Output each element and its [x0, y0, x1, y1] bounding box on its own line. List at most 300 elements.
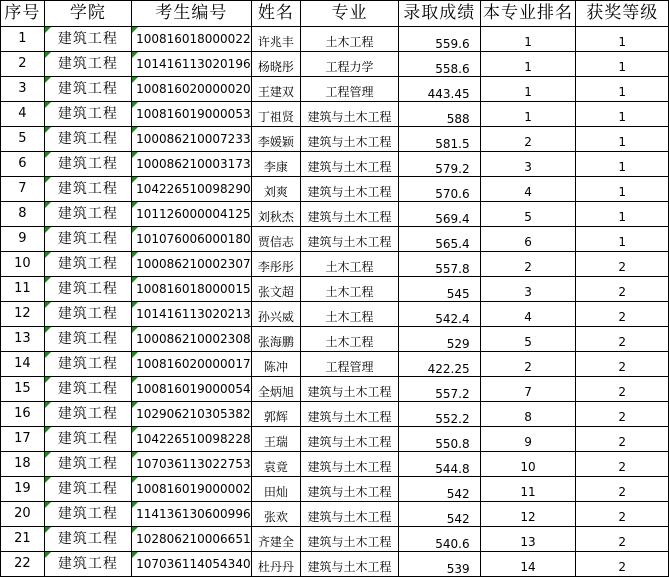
cell-candidate-id-value: 101076006000180 [136, 232, 251, 246]
cell-name[interactable] [251, 277, 301, 302]
cell-college-value: 建筑工程 [57, 156, 118, 172]
cell-name[interactable] [251, 452, 301, 477]
cell-major[interactable] [301, 77, 399, 102]
cell-name-value: 刘爽 [263, 185, 288, 199]
cell-seq-value: 19 [14, 481, 31, 496]
cell-major[interactable] [301, 227, 399, 252]
cell-college[interactable] [44, 327, 131, 352]
cell-score[interactable] [398, 127, 480, 152]
cell-college[interactable] [44, 177, 131, 202]
cell-rank[interactable] [480, 202, 576, 227]
cell-seq-value: 7 [18, 181, 27, 196]
cell-score-value: 542 [446, 487, 470, 501]
cell-score-value: 542.4 [435, 312, 470, 326]
cell-seq-value: 10 [14, 256, 31, 271]
cell-candidate-id[interactable] [132, 352, 252, 377]
cell-seq[interactable] [1, 102, 45, 127]
cell-rank[interactable] [480, 102, 576, 127]
cell-candidate-id-value: 101416113020196 [136, 57, 251, 71]
cell-major[interactable] [301, 52, 399, 77]
cell-college-value: 建筑工程 [57, 106, 118, 122]
cell-name[interactable] [251, 252, 301, 277]
cell-rank-value: 11 [520, 485, 536, 499]
table-row [1, 527, 669, 552]
cell-rank[interactable] [480, 127, 576, 152]
cell-seq[interactable] [1, 52, 45, 77]
cell-name[interactable] [251, 202, 301, 227]
cell-score[interactable] [398, 502, 480, 527]
header-name[interactable]: 姓名 [251, 1, 301, 27]
cell-award-level[interactable] [576, 252, 669, 277]
cell-candidate-id[interactable] [132, 327, 252, 352]
cell-college-value: 建筑工程 [57, 281, 118, 297]
table-row [1, 452, 669, 477]
cell-major-value: 建筑与土木工程 [307, 560, 392, 574]
cell-college[interactable] [44, 27, 131, 52]
cell-major[interactable] [301, 152, 399, 177]
cell-seq-value: 4 [18, 106, 27, 121]
cell-score[interactable] [398, 52, 480, 77]
cell-award-level[interactable] [576, 102, 669, 127]
cell-college[interactable] [44, 202, 131, 227]
cell-rank[interactable] [480, 177, 576, 202]
cell-seq-value: 13 [14, 331, 31, 346]
cell-candidate-id[interactable] [132, 277, 252, 302]
header-seq[interactable]: 序号 [1, 1, 45, 27]
cell-college[interactable] [44, 302, 131, 327]
cell-major[interactable] [301, 302, 399, 327]
cell-candidate-id[interactable] [132, 302, 252, 327]
cell-score-value: 550.8 [435, 437, 470, 451]
cell-candidate-id-value: 100086210003173 [136, 157, 251, 171]
cell-candidate-id[interactable] [132, 52, 252, 77]
cell-candidate-id[interactable] [132, 77, 252, 102]
cell-major[interactable] [301, 552, 399, 577]
table-row [1, 177, 669, 202]
cell-award-level-value: 2 [618, 435, 627, 449]
table-row [1, 127, 669, 152]
cell-score[interactable] [398, 352, 480, 377]
cell-college[interactable] [44, 52, 131, 77]
cell-seq[interactable] [1, 127, 45, 152]
cell-major[interactable] [301, 27, 399, 52]
cell-score-value: 569.4 [435, 212, 470, 226]
cell-college[interactable] [44, 252, 131, 277]
cell-name[interactable] [251, 327, 301, 352]
cell-seq-value: 18 [14, 456, 31, 471]
cell-seq-value: 16 [14, 406, 31, 421]
cell-candidate-id-value: 104226510098228 [136, 432, 251, 446]
cell-candidate-id[interactable] [132, 377, 252, 402]
cell-name[interactable] [251, 427, 301, 452]
header-college[interactable]: 学院 [44, 1, 131, 27]
cell-candidate-id-value: 100816019000054 [136, 382, 251, 396]
cell-candidate-id[interactable] [132, 502, 252, 527]
cell-candidate-id[interactable] [132, 552, 252, 577]
cell-college-value: 建筑工程 [57, 81, 118, 97]
cell-major[interactable] [301, 477, 399, 502]
cell-name-value: 李康 [263, 160, 288, 174]
cell-award-level[interactable] [576, 352, 669, 377]
cell-major[interactable] [301, 277, 399, 302]
cell-seq-value: 12 [14, 306, 31, 321]
cell-score[interactable] [398, 527, 480, 552]
cell-score-value: 422.25 [427, 362, 470, 376]
cell-college[interactable] [44, 527, 131, 552]
cell-rank-value: 12 [520, 510, 536, 524]
cell-award-level-value: 1 [618, 235, 627, 249]
cell-name[interactable] [251, 77, 301, 102]
table-row [1, 277, 669, 302]
cell-rank-value: 2 [524, 135, 532, 149]
cell-major-value: 建筑与土木工程 [307, 485, 392, 499]
cell-major[interactable] [301, 127, 399, 152]
cell-rank[interactable] [480, 277, 576, 302]
header-row [1, 1, 669, 27]
cell-name[interactable] [251, 502, 301, 527]
cell-candidate-id[interactable] [132, 152, 252, 177]
cell-score[interactable] [398, 552, 480, 577]
cell-rank[interactable] [480, 27, 576, 52]
cell-major[interactable] [301, 352, 399, 377]
cell-rank[interactable] [480, 452, 576, 477]
cell-candidate-id[interactable] [132, 427, 252, 452]
cell-rank-value: 9 [524, 435, 532, 449]
cell-college[interactable] [44, 102, 131, 127]
cell-name[interactable] [251, 102, 301, 127]
cell-major[interactable] [301, 102, 399, 127]
table-row [1, 352, 669, 377]
cell-award-level[interactable] [576, 427, 669, 452]
cell-award-level[interactable] [576, 27, 669, 52]
cell-seq[interactable] [1, 77, 45, 102]
cell-college[interactable] [44, 152, 131, 177]
cell-score[interactable] [398, 477, 480, 502]
cell-college-value: 建筑工程 [57, 406, 118, 422]
header-award-level[interactable]: 获奖等级 [576, 1, 669, 27]
cell-score[interactable] [398, 177, 480, 202]
cell-candidate-id-value: 114136130600996 [136, 507, 251, 521]
cell-college-value: 建筑工程 [57, 31, 118, 47]
cell-rank-value: 1 [524, 110, 532, 124]
cell-name-value: 孙兴威 [257, 310, 294, 324]
cell-candidate-id[interactable] [132, 102, 252, 127]
cell-name-value: 王瑞 [263, 435, 288, 449]
table-row [1, 552, 669, 577]
cell-major[interactable] [301, 327, 399, 352]
cell-rank-value: 2 [524, 360, 532, 374]
cell-award-level-value: 1 [618, 35, 627, 49]
cell-rank[interactable] [480, 502, 576, 527]
cell-rank[interactable] [480, 152, 576, 177]
cell-award-level[interactable] [576, 127, 669, 152]
cell-score[interactable] [398, 277, 480, 302]
cell-score-value: 557.8 [435, 262, 470, 276]
cell-college-value: 建筑工程 [57, 556, 118, 572]
cell-score[interactable] [398, 427, 480, 452]
cell-rank[interactable] [480, 352, 576, 377]
cell-score-value: 529 [446, 337, 470, 351]
cell-name-value: 陈冲 [263, 360, 288, 374]
cell-seq[interactable] [1, 502, 45, 527]
cell-major-value: 建筑与土木工程 [307, 385, 392, 399]
cell-candidate-id[interactable] [132, 452, 252, 477]
cell-major[interactable] [301, 402, 399, 427]
cell-score[interactable] [398, 302, 480, 327]
cell-name[interactable] [251, 52, 301, 77]
table-row [1, 152, 669, 177]
cell-score-value: 443.45 [427, 87, 470, 101]
cell-rank[interactable] [480, 77, 576, 102]
cell-major-value: 土木工程 [325, 35, 374, 49]
cell-award-level-value: 1 [618, 185, 627, 199]
cell-name-value: 张海鹏 [257, 335, 294, 349]
cell-candidate-id[interactable] [132, 27, 252, 52]
cell-score[interactable] [398, 327, 480, 352]
cell-award-level[interactable] [576, 77, 669, 102]
cell-name[interactable] [251, 302, 301, 327]
cell-candidate-id-value: 100816018000022 [136, 32, 251, 46]
cell-rank[interactable] [480, 302, 576, 327]
cell-seq[interactable] [1, 377, 45, 402]
cell-college-value: 建筑工程 [57, 431, 118, 447]
cell-seq-value: 5 [18, 131, 27, 146]
cell-major-value: 土木工程 [325, 285, 374, 299]
cell-rank-value: 6 [524, 235, 532, 249]
cell-seq[interactable] [1, 427, 45, 452]
cell-score[interactable] [398, 27, 480, 52]
cell-award-level[interactable] [576, 477, 669, 502]
cell-name-value: 全炳旭 [257, 385, 294, 399]
cell-award-level[interactable] [576, 227, 669, 252]
cell-name[interactable] [251, 477, 301, 502]
cell-seq-value: 15 [14, 381, 31, 396]
cell-name-value: 张欢 [263, 510, 288, 524]
cell-award-level-value: 2 [618, 410, 627, 424]
cell-college-value: 建筑工程 [57, 506, 118, 522]
cell-major-value: 建筑与土木工程 [307, 210, 392, 224]
cell-seq-value: 1 [18, 31, 27, 46]
cell-seq[interactable] [1, 177, 45, 202]
cell-major[interactable] [301, 202, 399, 227]
cell-award-level-value: 2 [618, 335, 627, 349]
cell-major-value: 建筑与土木工程 [307, 460, 392, 474]
cell-college[interactable] [44, 452, 131, 477]
header-score[interactable]: 录取成绩 [398, 1, 480, 27]
cell-candidate-id[interactable] [132, 202, 252, 227]
cell-college[interactable] [44, 277, 131, 302]
cell-award-level-value: 1 [618, 60, 627, 74]
cell-candidate-id[interactable] [132, 252, 252, 277]
cell-college-value: 建筑工程 [57, 256, 118, 272]
table-row [1, 102, 669, 127]
cell-seq-value: 17 [14, 431, 31, 446]
cell-college[interactable] [44, 352, 131, 377]
cell-name[interactable] [251, 27, 301, 52]
cell-seq[interactable] [1, 302, 45, 327]
header-candidate-id[interactable]: 考生编号 [132, 1, 252, 27]
cell-award-level[interactable] [576, 52, 669, 77]
cell-rank[interactable] [480, 327, 576, 352]
cell-name[interactable] [251, 227, 301, 252]
cell-seq-value: 22 [14, 556, 31, 571]
cell-seq[interactable] [1, 27, 45, 52]
cell-seq-value: 8 [18, 206, 27, 221]
cell-rank[interactable] [480, 227, 576, 252]
cell-rank[interactable] [480, 552, 576, 577]
cell-award-level[interactable] [576, 452, 669, 477]
cell-candidate-id[interactable] [132, 477, 252, 502]
cell-score-value: 570.6 [435, 187, 470, 201]
cell-college[interactable] [44, 127, 131, 152]
cell-college[interactable] [44, 427, 131, 452]
cell-college[interactable] [44, 502, 131, 527]
cell-rank[interactable] [480, 527, 576, 552]
cell-seq[interactable] [1, 402, 45, 427]
cell-name[interactable] [251, 152, 301, 177]
cell-major-value: 土木工程 [325, 260, 374, 274]
cell-award-level[interactable] [576, 302, 669, 327]
cell-candidate-id-value: 100816020000017 [136, 357, 251, 371]
cell-candidate-id[interactable] [132, 402, 252, 427]
cell-score[interactable] [398, 77, 480, 102]
cell-seq-value: 20 [14, 506, 31, 521]
cell-college[interactable] [44, 477, 131, 502]
cell-award-level[interactable] [576, 402, 669, 427]
cell-college-value: 建筑工程 [57, 181, 118, 197]
cell-major[interactable] [301, 452, 399, 477]
cell-seq[interactable] [1, 352, 45, 377]
cell-name[interactable] [251, 377, 301, 402]
cell-name-value: 杨晓彤 [257, 60, 294, 74]
table-row [1, 77, 669, 102]
cell-college-value: 建筑工程 [57, 206, 118, 222]
cell-award-level[interactable] [576, 552, 669, 577]
cell-name[interactable] [251, 177, 301, 202]
cell-name-value: 田灿 [263, 485, 288, 499]
cell-college-value: 建筑工程 [57, 331, 118, 347]
cell-rank[interactable] [480, 52, 576, 77]
cell-candidate-id-value: 102906210305382 [136, 407, 251, 421]
cell-award-level-value: 2 [618, 285, 627, 299]
cell-rank[interactable] [480, 477, 576, 502]
cell-major[interactable] [301, 177, 399, 202]
cell-rank-value: 3 [524, 285, 532, 299]
cell-rank[interactable] [480, 427, 576, 452]
cell-award-level-value: 1 [618, 210, 627, 224]
table-row [1, 477, 669, 502]
cell-rank-value: 7 [524, 385, 532, 399]
cell-name[interactable] [251, 527, 301, 552]
header-rank[interactable]: 本专业排名 [480, 1, 576, 27]
cell-seq-value: 11 [14, 281, 31, 296]
cell-name[interactable] [251, 127, 301, 152]
cell-award-level[interactable] [576, 377, 669, 402]
cell-candidate-id[interactable] [132, 527, 252, 552]
table-row [1, 227, 669, 252]
cell-college[interactable] [44, 227, 131, 252]
cell-award-level-value: 2 [618, 560, 627, 574]
cell-seq[interactable] [1, 477, 45, 502]
cell-award-level[interactable] [576, 177, 669, 202]
cell-rank[interactable] [480, 402, 576, 427]
cell-major[interactable] [301, 252, 399, 277]
cell-seq[interactable] [1, 327, 45, 352]
cell-major[interactable] [301, 527, 399, 552]
cell-score[interactable] [398, 227, 480, 252]
cell-score[interactable] [398, 202, 480, 227]
cell-major[interactable] [301, 377, 399, 402]
cell-name-value: 李媛颖 [257, 135, 294, 149]
cell-score[interactable] [398, 102, 480, 127]
cell-name-value: 张文超 [257, 285, 294, 299]
cell-score[interactable] [398, 402, 480, 427]
cell-seq[interactable] [1, 527, 45, 552]
cell-score[interactable] [398, 452, 480, 477]
cell-rank-value: 5 [524, 335, 532, 349]
cell-college[interactable] [44, 377, 131, 402]
cell-score[interactable] [398, 152, 480, 177]
cell-major-value: 工程管理 [325, 360, 374, 374]
cell-college-value: 建筑工程 [57, 531, 118, 547]
cell-rank-value: 3 [524, 160, 532, 174]
cell-seq[interactable] [1, 252, 45, 277]
cell-candidate-id[interactable] [132, 177, 252, 202]
cell-candidate-id[interactable] [132, 127, 252, 152]
cell-name-value: 李彤彤 [257, 260, 294, 274]
cell-award-level-value: 2 [618, 510, 627, 524]
cell-college-value: 建筑工程 [57, 131, 118, 147]
cell-major-value: 建筑与土木工程 [307, 435, 392, 449]
cell-award-level[interactable] [576, 327, 669, 352]
table-row [1, 52, 669, 77]
cell-award-level[interactable] [576, 502, 669, 527]
cell-candidate-id-value: 101416113020213 [136, 307, 251, 321]
cell-score[interactable] [398, 377, 480, 402]
header-major[interactable]: 专业 [301, 1, 399, 27]
cell-seq[interactable] [1, 277, 45, 302]
cell-award-level[interactable] [576, 202, 669, 227]
cell-major[interactable] [301, 427, 399, 452]
cell-award-level[interactable] [576, 152, 669, 177]
cell-college[interactable] [44, 552, 131, 577]
cell-major[interactable] [301, 502, 399, 527]
cell-award-level[interactable] [576, 277, 669, 302]
cell-rank[interactable] [480, 377, 576, 402]
cell-seq[interactable] [1, 227, 45, 252]
cell-seq[interactable] [1, 552, 45, 577]
cell-name[interactable] [251, 552, 301, 577]
cell-name[interactable] [251, 352, 301, 377]
cell-seq[interactable] [1, 202, 45, 227]
cell-college[interactable] [44, 402, 131, 427]
cell-name-value: 郭辉 [263, 410, 288, 424]
table-row [1, 327, 669, 352]
table-row [1, 502, 669, 527]
cell-name[interactable] [251, 402, 301, 427]
cell-score-value: 579.2 [435, 162, 470, 176]
cell-score-value: 559.6 [435, 37, 470, 51]
cell-candidate-id[interactable] [132, 227, 252, 252]
cell-rank[interactable] [480, 252, 576, 277]
table-row [1, 402, 669, 427]
cell-score[interactable] [398, 252, 480, 277]
cell-seq[interactable] [1, 452, 45, 477]
cell-seq[interactable] [1, 152, 45, 177]
cell-award-level[interactable] [576, 527, 669, 552]
cell-rank-value: 5 [524, 210, 532, 224]
cell-college[interactable] [44, 77, 131, 102]
